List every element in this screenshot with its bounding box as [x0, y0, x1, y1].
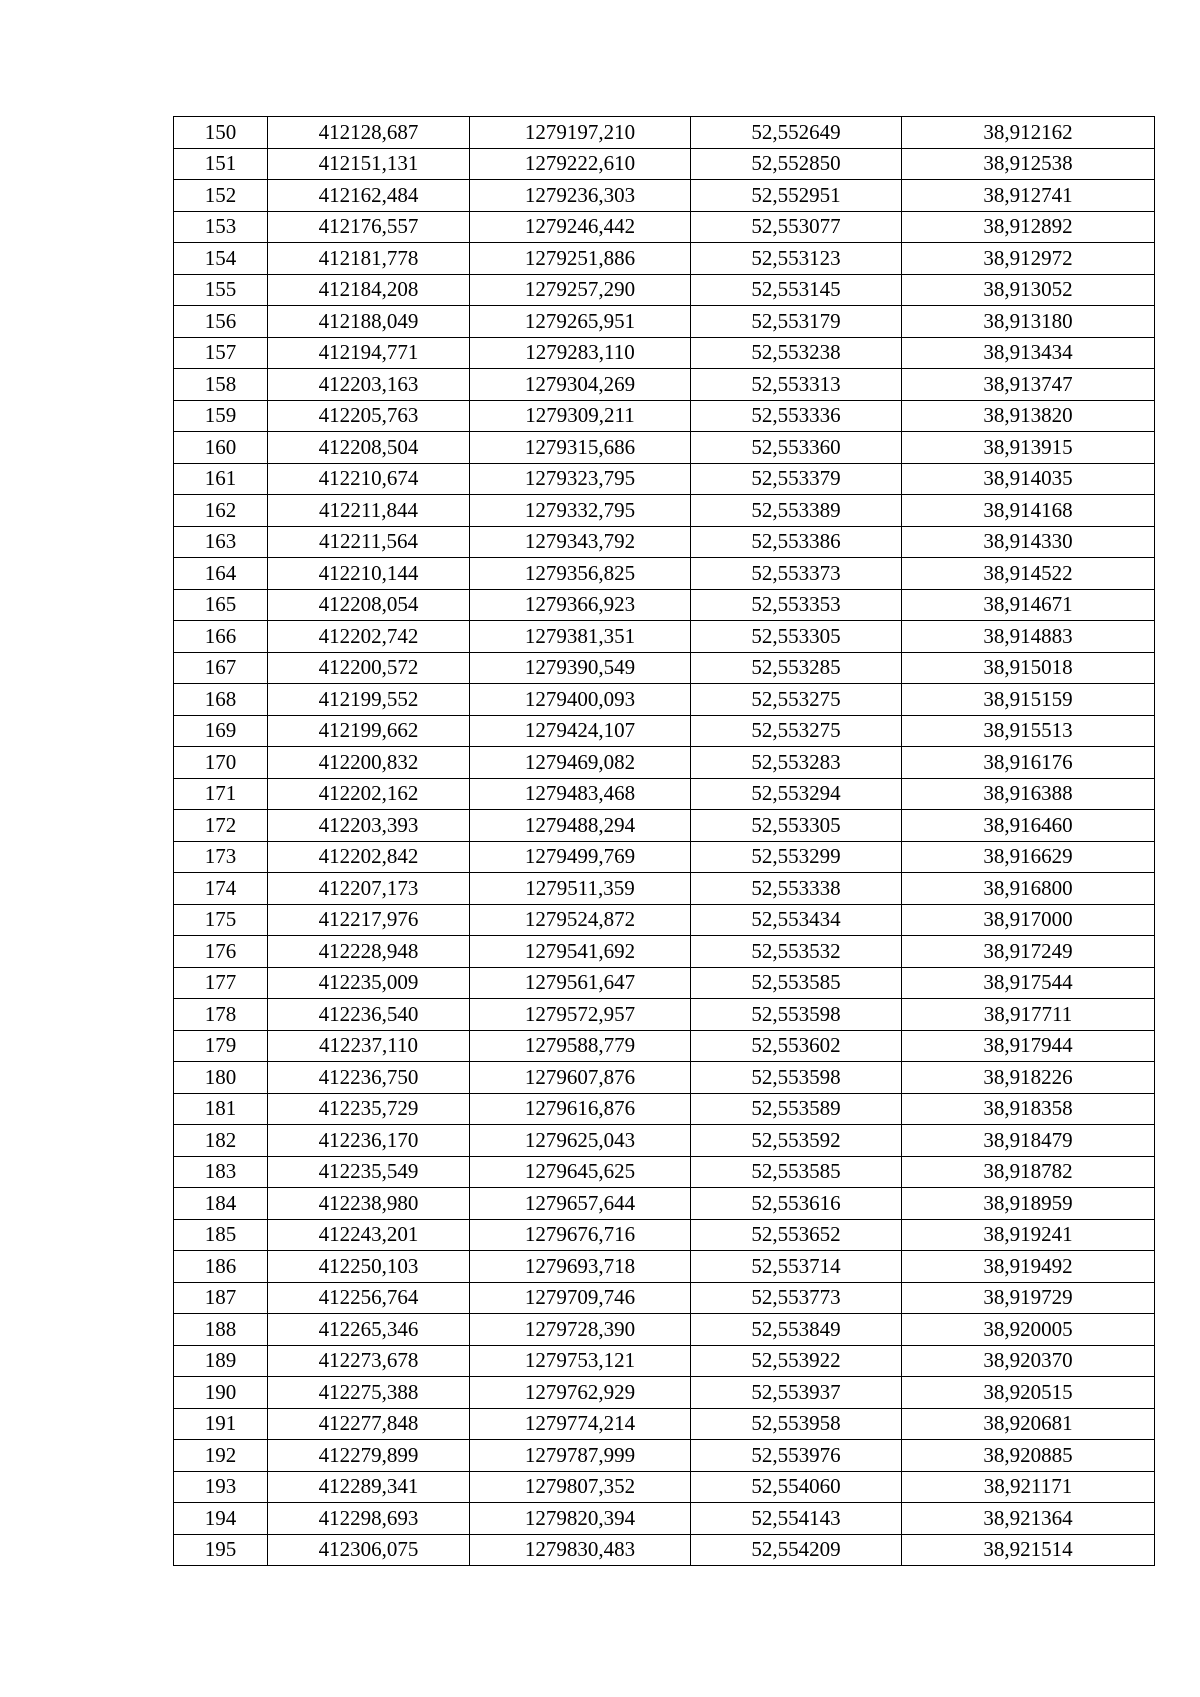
- coord-x-cell: 412199,662: [268, 715, 470, 747]
- table-row: [174, 778, 1155, 810]
- point-number-cell: 185: [174, 1219, 268, 1251]
- longitude-cell: 38,918959: [902, 1188, 1155, 1220]
- latitude-cell: 52,553616: [691, 1188, 902, 1220]
- latitude-cell: 52,553849: [691, 1314, 902, 1346]
- latitude-cell: 52,553714: [691, 1251, 902, 1283]
- coord-x-cell: 412250,103: [268, 1251, 470, 1283]
- coord-y-cell: 1279693,718: [470, 1251, 691, 1283]
- point-number-cell: 154: [174, 243, 268, 275]
- longitude-cell: 38,918479: [902, 1125, 1155, 1157]
- coord-y-cell: 1279830,483: [470, 1534, 691, 1566]
- coord-y-cell: 1279469,082: [470, 747, 691, 779]
- table-row: [174, 117, 1155, 149]
- table-row: [174, 621, 1155, 653]
- point-number-cell: 168: [174, 684, 268, 716]
- point-number-cell: 178: [174, 999, 268, 1031]
- table-row: [174, 747, 1155, 779]
- point-number-cell: 187: [174, 1282, 268, 1314]
- latitude-cell: 52,553360: [691, 432, 902, 464]
- coord-y-cell: 1279616,876: [470, 1093, 691, 1125]
- coord-x-cell: 412194,771: [268, 337, 470, 369]
- latitude-cell: 52,553958: [691, 1408, 902, 1440]
- point-number-cell: 172: [174, 810, 268, 842]
- longitude-cell: 38,913180: [902, 306, 1155, 338]
- coord-x-cell: 412199,552: [268, 684, 470, 716]
- point-number-cell: 174: [174, 873, 268, 905]
- latitude-cell: 52,553532: [691, 936, 902, 968]
- latitude-cell: 52,553299: [691, 841, 902, 873]
- table-row: [174, 1314, 1155, 1346]
- table-row: [174, 1062, 1155, 1094]
- latitude-cell: 52,552649: [691, 117, 902, 149]
- point-number-cell: 152: [174, 180, 268, 212]
- coord-x-cell: 412228,948: [268, 936, 470, 968]
- point-number-cell: 195: [174, 1534, 268, 1566]
- longitude-cell: 38,919729: [902, 1282, 1155, 1314]
- longitude-cell: 38,920515: [902, 1377, 1155, 1409]
- table-row: [174, 904, 1155, 936]
- coord-y-cell: 1279257,290: [470, 274, 691, 306]
- coord-x-cell: 412275,388: [268, 1377, 470, 1409]
- longitude-cell: 38,918226: [902, 1062, 1155, 1094]
- latitude-cell: 52,553652: [691, 1219, 902, 1251]
- coord-y-cell: 1279304,269: [470, 369, 691, 401]
- point-number-cell: 161: [174, 463, 268, 495]
- table-row: [174, 1093, 1155, 1125]
- coord-y-cell: 1279483,468: [470, 778, 691, 810]
- latitude-cell: 52,553077: [691, 211, 902, 243]
- coord-x-cell: 412203,163: [268, 369, 470, 401]
- coord-y-cell: 1279332,795: [470, 495, 691, 527]
- coord-y-cell: 1279366,923: [470, 589, 691, 621]
- table-row: [174, 1345, 1155, 1377]
- coord-x-cell: 412162,484: [268, 180, 470, 212]
- longitude-cell: 38,912162: [902, 117, 1155, 149]
- latitude-cell: 52,553179: [691, 306, 902, 338]
- table-row: [174, 1125, 1155, 1157]
- table-row: [174, 936, 1155, 968]
- longitude-cell: 38,917711: [902, 999, 1155, 1031]
- coord-y-cell: 1279197,210: [470, 117, 691, 149]
- longitude-cell: 38,912972: [902, 243, 1155, 275]
- point-number-cell: 188: [174, 1314, 268, 1346]
- coord-y-cell: 1279323,795: [470, 463, 691, 495]
- coord-y-cell: 1279400,093: [470, 684, 691, 716]
- point-number-cell: 166: [174, 621, 268, 653]
- point-number-cell: 179: [174, 1030, 268, 1062]
- point-number-cell: 190: [174, 1377, 268, 1409]
- table-row: [174, 463, 1155, 495]
- table-row: [174, 1440, 1155, 1472]
- longitude-cell: 38,915513: [902, 715, 1155, 747]
- coord-y-cell: 1279343,792: [470, 526, 691, 558]
- coord-x-cell: 412243,201: [268, 1219, 470, 1251]
- coord-x-cell: 412205,763: [268, 400, 470, 432]
- table-row: [174, 1188, 1155, 1220]
- table-row: [174, 1156, 1155, 1188]
- longitude-cell: 38,914168: [902, 495, 1155, 527]
- coord-x-cell: 412235,549: [268, 1156, 470, 1188]
- point-number-cell: 180: [174, 1062, 268, 1094]
- longitude-cell: 38,912892: [902, 211, 1155, 243]
- coord-y-cell: 1279807,352: [470, 1471, 691, 1503]
- point-number-cell: 167: [174, 652, 268, 684]
- coord-y-cell: 1279588,779: [470, 1030, 691, 1062]
- latitude-cell: 52,553585: [691, 967, 902, 999]
- point-number-cell: 162: [174, 495, 268, 527]
- coord-x-cell: 412236,540: [268, 999, 470, 1031]
- table-row: [174, 558, 1155, 590]
- coord-x-cell: 412151,131: [268, 148, 470, 180]
- coord-y-cell: 1279222,610: [470, 148, 691, 180]
- coord-x-cell: 412256,764: [268, 1282, 470, 1314]
- coord-y-cell: 1279246,442: [470, 211, 691, 243]
- latitude-cell: 52,553338: [691, 873, 902, 905]
- point-number-cell: 194: [174, 1503, 268, 1535]
- table-row: [174, 810, 1155, 842]
- point-number-cell: 176: [174, 936, 268, 968]
- point-number-cell: 155: [174, 274, 268, 306]
- point-number-cell: 153: [174, 211, 268, 243]
- point-number-cell: 173: [174, 841, 268, 873]
- table-row: [174, 999, 1155, 1031]
- latitude-cell: 52,553145: [691, 274, 902, 306]
- point-number-cell: 184: [174, 1188, 268, 1220]
- coord-x-cell: 412289,341: [268, 1471, 470, 1503]
- coord-y-cell: 1279381,351: [470, 621, 691, 653]
- latitude-cell: 52,553386: [691, 526, 902, 558]
- latitude-cell: 52,553585: [691, 1156, 902, 1188]
- coord-y-cell: 1279488,294: [470, 810, 691, 842]
- coord-x-cell: 412188,049: [268, 306, 470, 338]
- coord-x-cell: 412237,110: [268, 1030, 470, 1062]
- coord-x-cell: 412202,742: [268, 621, 470, 653]
- longitude-cell: 38,916629: [902, 841, 1155, 873]
- coord-x-cell: 412203,393: [268, 810, 470, 842]
- latitude-cell: 52,552951: [691, 180, 902, 212]
- coord-y-cell: 1279676,716: [470, 1219, 691, 1251]
- coord-y-cell: 1279511,359: [470, 873, 691, 905]
- latitude-cell: 52,553937: [691, 1377, 902, 1409]
- coord-y-cell: 1279762,929: [470, 1377, 691, 1409]
- coordinates-table: [173, 116, 1155, 1566]
- coord-x-cell: 412217,976: [268, 904, 470, 936]
- longitude-cell: 38,920005: [902, 1314, 1155, 1346]
- table-row: [174, 1030, 1155, 1062]
- coord-x-cell: 412176,557: [268, 211, 470, 243]
- table-row: [174, 1219, 1155, 1251]
- table-row: [174, 873, 1155, 905]
- coord-x-cell: 412273,678: [268, 1345, 470, 1377]
- table-row: [174, 526, 1155, 558]
- table-row: [174, 1377, 1155, 1409]
- coord-x-cell: 412211,564: [268, 526, 470, 558]
- table-row: [174, 369, 1155, 401]
- table-row: [174, 432, 1155, 464]
- longitude-cell: 38,914330: [902, 526, 1155, 558]
- coord-x-cell: 412236,170: [268, 1125, 470, 1157]
- coord-x-cell: 412200,832: [268, 747, 470, 779]
- longitude-cell: 38,917544: [902, 967, 1155, 999]
- longitude-cell: 38,921171: [902, 1471, 1155, 1503]
- table-row: [174, 337, 1155, 369]
- point-number-cell: 193: [174, 1471, 268, 1503]
- latitude-cell: 52,553283: [691, 747, 902, 779]
- coord-y-cell: 1279787,999: [470, 1440, 691, 1472]
- table-row: [174, 684, 1155, 716]
- table-row: [174, 211, 1155, 243]
- coord-x-cell: 412210,144: [268, 558, 470, 590]
- longitude-cell: 38,915018: [902, 652, 1155, 684]
- point-number-cell: 175: [174, 904, 268, 936]
- coord-x-cell: 412279,899: [268, 1440, 470, 1472]
- coord-y-cell: 1279607,876: [470, 1062, 691, 1094]
- coord-y-cell: 1279645,625: [470, 1156, 691, 1188]
- latitude-cell: 52,553336: [691, 400, 902, 432]
- coord-x-cell: 412235,729: [268, 1093, 470, 1125]
- coordinates-table-body: [174, 117, 1155, 1566]
- table-row: [174, 1503, 1155, 1535]
- point-number-cell: 169: [174, 715, 268, 747]
- latitude-cell: 52,554209: [691, 1534, 902, 1566]
- longitude-cell: 38,920885: [902, 1440, 1155, 1472]
- coord-x-cell: 412211,844: [268, 495, 470, 527]
- coord-y-cell: 1279390,549: [470, 652, 691, 684]
- point-number-cell: 151: [174, 148, 268, 180]
- latitude-cell: 52,553275: [691, 684, 902, 716]
- latitude-cell: 52,553285: [691, 652, 902, 684]
- longitude-cell: 38,916460: [902, 810, 1155, 842]
- longitude-cell: 38,917249: [902, 936, 1155, 968]
- longitude-cell: 38,919492: [902, 1251, 1155, 1283]
- table-row: [174, 967, 1155, 999]
- latitude-cell: 52,553773: [691, 1282, 902, 1314]
- table-row: [174, 1408, 1155, 1440]
- coord-x-cell: 412208,504: [268, 432, 470, 464]
- longitude-cell: 38,913747: [902, 369, 1155, 401]
- coord-y-cell: 1279657,644: [470, 1188, 691, 1220]
- longitude-cell: 38,916388: [902, 778, 1155, 810]
- point-number-cell: 159: [174, 400, 268, 432]
- latitude-cell: 52,553313: [691, 369, 902, 401]
- coord-x-cell: 412181,778: [268, 243, 470, 275]
- coord-x-cell: 412200,572: [268, 652, 470, 684]
- latitude-cell: 52,553294: [691, 778, 902, 810]
- longitude-cell: 38,912741: [902, 180, 1155, 212]
- latitude-cell: 52,554060: [691, 1471, 902, 1503]
- coord-y-cell: 1279561,647: [470, 967, 691, 999]
- longitude-cell: 38,921514: [902, 1534, 1155, 1566]
- longitude-cell: 38,916176: [902, 747, 1155, 779]
- point-number-cell: 164: [174, 558, 268, 590]
- coord-x-cell: 412128,687: [268, 117, 470, 149]
- coord-y-cell: 1279283,110: [470, 337, 691, 369]
- longitude-cell: 38,921364: [902, 1503, 1155, 1535]
- longitude-cell: 38,913052: [902, 274, 1155, 306]
- table-row: [174, 400, 1155, 432]
- coord-y-cell: 1279541,692: [470, 936, 691, 968]
- coord-y-cell: 1279236,303: [470, 180, 691, 212]
- coord-x-cell: 412306,075: [268, 1534, 470, 1566]
- latitude-cell: 52,554143: [691, 1503, 902, 1535]
- latitude-cell: 52,553305: [691, 810, 902, 842]
- latitude-cell: 52,553434: [691, 904, 902, 936]
- coord-y-cell: 1279356,825: [470, 558, 691, 590]
- coord-x-cell: 412202,162: [268, 778, 470, 810]
- coord-y-cell: 1279524,872: [470, 904, 691, 936]
- coord-y-cell: 1279709,746: [470, 1282, 691, 1314]
- point-number-cell: 163: [174, 526, 268, 558]
- coord-y-cell: 1279499,769: [470, 841, 691, 873]
- point-number-cell: 170: [174, 747, 268, 779]
- coord-x-cell: 412298,693: [268, 1503, 470, 1535]
- coord-y-cell: 1279625,043: [470, 1125, 691, 1157]
- coord-x-cell: 412202,842: [268, 841, 470, 873]
- longitude-cell: 38,920370: [902, 1345, 1155, 1377]
- point-number-cell: 177: [174, 967, 268, 999]
- latitude-cell: 52,553123: [691, 243, 902, 275]
- point-number-cell: 156: [174, 306, 268, 338]
- coord-y-cell: 1279251,886: [470, 243, 691, 275]
- coord-y-cell: 1279265,951: [470, 306, 691, 338]
- table-row: [174, 306, 1155, 338]
- table-row: [174, 1471, 1155, 1503]
- longitude-cell: 38,920681: [902, 1408, 1155, 1440]
- table-row: [174, 841, 1155, 873]
- point-number-cell: 191: [174, 1408, 268, 1440]
- coord-x-cell: 412210,674: [268, 463, 470, 495]
- longitude-cell: 38,913915: [902, 432, 1155, 464]
- point-number-cell: 150: [174, 117, 268, 149]
- table-row: [174, 495, 1155, 527]
- longitude-cell: 38,914671: [902, 589, 1155, 621]
- coord-y-cell: 1279424,107: [470, 715, 691, 747]
- longitude-cell: 38,918358: [902, 1093, 1155, 1125]
- coord-x-cell: 412208,054: [268, 589, 470, 621]
- latitude-cell: 52,553305: [691, 621, 902, 653]
- table-row: [174, 1282, 1155, 1314]
- point-number-cell: 160: [174, 432, 268, 464]
- latitude-cell: 52,553598: [691, 999, 902, 1031]
- table-row: [174, 148, 1155, 180]
- latitude-cell: 52,553592: [691, 1125, 902, 1157]
- point-number-cell: 181: [174, 1093, 268, 1125]
- coord-y-cell: 1279315,686: [470, 432, 691, 464]
- coord-y-cell: 1279774,214: [470, 1408, 691, 1440]
- latitude-cell: 52,553602: [691, 1030, 902, 1062]
- longitude-cell: 38,917944: [902, 1030, 1155, 1062]
- latitude-cell: 52,553353: [691, 589, 902, 621]
- table-row: [174, 274, 1155, 306]
- coord-y-cell: 1279820,394: [470, 1503, 691, 1535]
- longitude-cell: 38,918782: [902, 1156, 1155, 1188]
- point-number-cell: 171: [174, 778, 268, 810]
- point-number-cell: 182: [174, 1125, 268, 1157]
- latitude-cell: 52,553598: [691, 1062, 902, 1094]
- longitude-cell: 38,913434: [902, 337, 1155, 369]
- longitude-cell: 38,912538: [902, 148, 1155, 180]
- point-number-cell: 157: [174, 337, 268, 369]
- point-number-cell: 192: [174, 1440, 268, 1472]
- point-number-cell: 158: [174, 369, 268, 401]
- longitude-cell: 38,914035: [902, 463, 1155, 495]
- point-number-cell: 165: [174, 589, 268, 621]
- point-number-cell: 189: [174, 1345, 268, 1377]
- latitude-cell: 52,553922: [691, 1345, 902, 1377]
- latitude-cell: 52,553589: [691, 1093, 902, 1125]
- latitude-cell: 52,553379: [691, 463, 902, 495]
- table-row: [174, 1251, 1155, 1283]
- longitude-cell: 38,914883: [902, 621, 1155, 653]
- longitude-cell: 38,917000: [902, 904, 1155, 936]
- longitude-cell: 38,914522: [902, 558, 1155, 590]
- longitude-cell: 38,915159: [902, 684, 1155, 716]
- coord-y-cell: 1279309,211: [470, 400, 691, 432]
- coord-y-cell: 1279728,390: [470, 1314, 691, 1346]
- table-row: [174, 180, 1155, 212]
- table-row: [174, 715, 1155, 747]
- table-row: [174, 243, 1155, 275]
- longitude-cell: 38,913820: [902, 400, 1155, 432]
- latitude-cell: 52,553275: [691, 715, 902, 747]
- table-row: [174, 652, 1155, 684]
- latitude-cell: 52,553238: [691, 337, 902, 369]
- point-number-cell: 183: [174, 1156, 268, 1188]
- point-number-cell: 186: [174, 1251, 268, 1283]
- latitude-cell: 52,552850: [691, 148, 902, 180]
- latitude-cell: 52,553389: [691, 495, 902, 527]
- coord-x-cell: 412238,980: [268, 1188, 470, 1220]
- coord-y-cell: 1279572,957: [470, 999, 691, 1031]
- coord-x-cell: 412184,208: [268, 274, 470, 306]
- latitude-cell: 52,553976: [691, 1440, 902, 1472]
- coord-x-cell: 412235,009: [268, 967, 470, 999]
- coord-x-cell: 412236,750: [268, 1062, 470, 1094]
- table-row: [174, 1534, 1155, 1566]
- coord-x-cell: 412277,848: [268, 1408, 470, 1440]
- coord-y-cell: 1279753,121: [470, 1345, 691, 1377]
- longitude-cell: 38,916800: [902, 873, 1155, 905]
- coord-x-cell: 412207,173: [268, 873, 470, 905]
- coord-x-cell: 412265,346: [268, 1314, 470, 1346]
- longitude-cell: 38,919241: [902, 1219, 1155, 1251]
- table-row: [174, 589, 1155, 621]
- latitude-cell: 52,553373: [691, 558, 902, 590]
